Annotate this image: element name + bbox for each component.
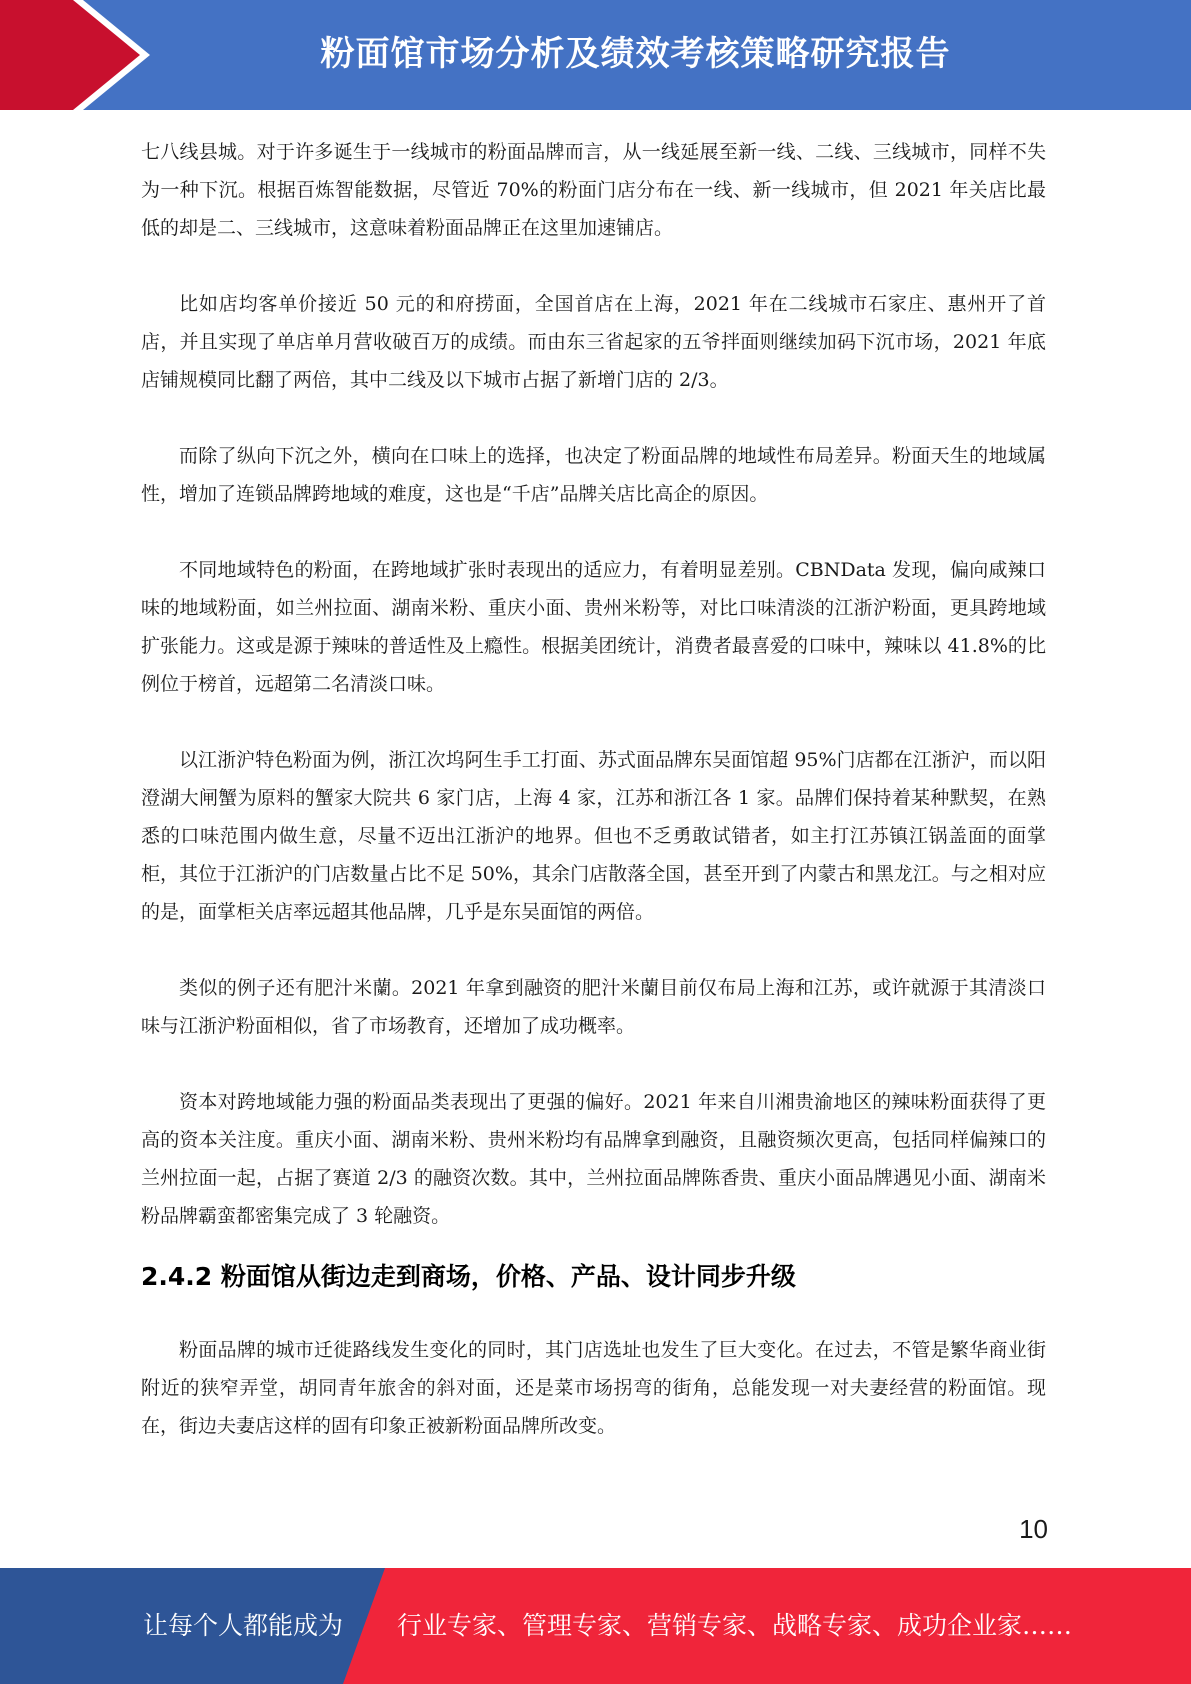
report-title: 粉面馆市场分析及绩效考核策略研究报告 bbox=[320, 34, 951, 74]
page-number: 10 bbox=[1019, 1514, 1048, 1544]
body-paragraph: 比如店均客单价接近 50 元的和府捞面，全国首店在上海，2021 年在二线城市石家庄、惠州开了首店，并且实现了单店单月营收破百万的成绩。而由东三省起家的五爷拌面则继续加码下沉市场，2021 年底店铺规模同比翻了两倍，其中二线及以下城市占据了新增门店的 2/3。 bbox=[141, 293, 1046, 391]
body-paragraph: 类似的例子还有肥汁米蘭。2021 年拿到融资的肥汁米蘭目前仅布局上海和江苏，或许就源于其清淡口味与江浙沪粉面相似，省了市场教育，还增加了成功概率。 bbox=[141, 977, 1046, 1037]
body-paragraph: 以江浙沪特色粉面为例，浙江次坞阿生手工打面、苏式面品牌东吴面馆超 95%门店都在江浙沪，而以阳澄湖大闸蟹为原料的蟹家大院共 6 家门店，上海 4 家，江苏和浙江各 1 家。品牌们保持着某种默契，在熟悉的口味范围内做生意，尽量不迈出江浙沪的地界。但也不乏勇敢试错者，如主打江苏镇江锅盖面的面掌柜，其位于江浙沪的门店数量占比不足 50%，其余门店散落全国，甚至开到了内蒙古和黑龙江。与之相对应的是，面掌柜关店率远超其他品牌，几乎是东吴面馆的两倍。 bbox=[141, 749, 1046, 923]
footer-slogan-right: 行业专家、管理专家、营销专家、战略专家、成功企业家…… bbox=[397, 1611, 1073, 1640]
footer-slogan-left: 让每个人都能成为 bbox=[143, 1611, 344, 1640]
page-footer bbox=[0, 1568, 1191, 1684]
page-header bbox=[0, 0, 1191, 110]
body-paragraph: 而除了纵向下沉之外，横向在口味上的选择，也决定了粉面品牌的地域性布局差异。粉面天生的地域属性，增加了连锁品牌跨地域的难度，这也是“千店”品牌关店比高企的原因。 bbox=[141, 445, 1046, 505]
body-paragraph: 资本对跨地域能力强的粉面品类表现出了更强的偏好。2021 年来自川湘贵渝地区的辣味粉面获得了更高的资本关注度。重庆小面、湖南米粉、贵州米粉均有品牌拿到融资，且融资频次更高，包括同样偏辣口的兰州拉面一起，占据了赛道 2/3 的融资次数。其中，兰州拉面品牌陈香贵、重庆小面品牌遇见小面、湖南米粉品牌霸蛮都密集完成了 3 轮融资。 bbox=[141, 1091, 1046, 1227]
section-heading: 2.4.2 粉面馆从街边走到商场，价格、产品、设计同步升级 bbox=[141, 1262, 796, 1291]
body-paragraph: 粉面品牌的城市迁徙路线发生变化的同时，其门店选址也发生了巨大变化。在过去，不管是繁华商业街附近的狭窄弄堂，胡同青年旅舍的斜对面，还是菜市场拐弯的街角，总能发现一对夫妻经营的粉面馆。现在，街边夫妻店这样的固有印象正被新粉面品牌所改变。 bbox=[141, 1339, 1046, 1437]
body-paragraph: 不同地域特色的粉面，在跨地域扩张时表现出的适应力，有着明显差别。CBNData 发现，偏向咸辣口味的地域粉面，如兰州拉面、湖南米粉、重庆小面、贵州米粉等，对比口味清淡的江浙沪粉面，更具跨地域扩张能力。这或是源于辣味的普适性及上瘾性。根据美团统计，消费者最喜爱的口味中，辣味以 41.8%的比例位于榜首，远超第二名清淡口味。 bbox=[141, 559, 1046, 695]
body-paragraph: 七八线县城。对于许多诞生于一线城市的粉面品牌而言，从一线延展至新一线、二线、三线城市，同样不失为一种下沉。根据百炼智能数据，尽管近 70%的粉面门店分布在一线、新一线城市，但 2021 年关店比最低的却是二、三线城市，这意味着粉面品牌正在这里加速铺店。 bbox=[141, 141, 1046, 239]
header-red-chevron bbox=[0, 0, 140, 110]
page-body bbox=[141, 133, 1046, 1483]
